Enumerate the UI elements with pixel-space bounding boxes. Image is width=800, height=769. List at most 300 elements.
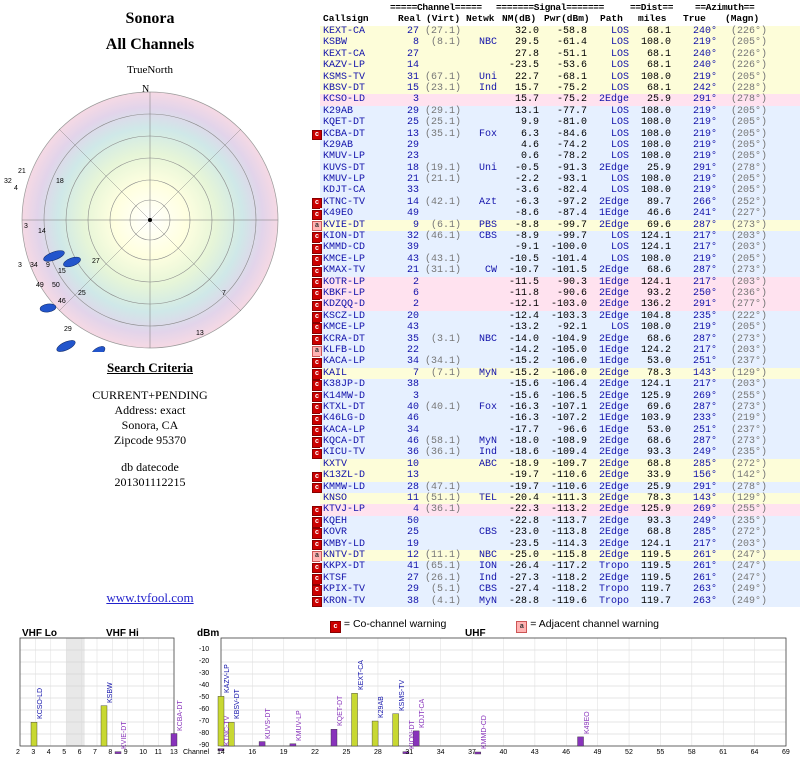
cell-power: -81.0: [556, 117, 587, 129]
cell-azimuth-magn: (226°): [730, 48, 767, 60]
cell-callsign: KUVS-DT: [323, 162, 366, 174]
cell-azimuth-true: 219°: [692, 139, 717, 151]
table-row[interactable]: [310, 573, 800, 584]
x-tick-label: 10: [139, 749, 147, 756]
cell-real-channel: 11: [406, 493, 419, 505]
cell-distance: 104.8: [640, 310, 671, 322]
spectrum-bar-label: KMUV-LP: [295, 709, 303, 741]
co-channel-icon: c: [312, 380, 322, 391]
cell-real-channel: 13: [406, 128, 419, 140]
table-row[interactable]: [310, 197, 800, 208]
col-virt: (Virt): [426, 13, 461, 24]
cell-callsign: KACA-LP: [323, 424, 366, 436]
cell-path: 2Edge: [598, 572, 629, 584]
cell-azimuth-magn: (277°): [730, 299, 767, 311]
table-row[interactable]: [310, 436, 800, 447]
cell-distance: 46.6: [646, 208, 671, 220]
co-channel-icon: c: [312, 540, 322, 551]
cell-distance: 108.0: [640, 128, 671, 140]
cell-real-channel: 15: [406, 82, 419, 94]
cell-distance: 124.1: [640, 231, 671, 243]
cell-azimuth-magn: (273°): [730, 401, 767, 413]
cell-callsign: KSBW: [323, 37, 348, 49]
criteria-line-2: Sonora, CA: [121, 418, 179, 432]
col-magn: (Magn): [725, 13, 760, 24]
cell-distance: 89.7: [646, 196, 671, 208]
cell-azimuth-true: 291°: [692, 299, 717, 311]
co-channel-icon: c: [312, 563, 322, 574]
cell-noise-margin: 13.1: [514, 105, 539, 117]
spectrum-bar[interactable]: [352, 693, 358, 746]
table-row[interactable]: [310, 83, 800, 94]
cell-real-channel: 21: [406, 265, 419, 277]
cell-path: 2Edge: [598, 515, 629, 527]
cell-azimuth-true: 251°: [692, 424, 717, 436]
polar-label: 3: [24, 223, 28, 230]
cell-callsign: KQCA-DT: [323, 436, 366, 448]
co-channel-icon: c: [312, 312, 322, 323]
x-tick-label: 16: [248, 749, 257, 756]
table-row[interactable]: [310, 185, 800, 196]
table-row[interactable]: [310, 208, 800, 219]
cell-distance: 119.7: [640, 595, 671, 607]
cell-path: 2Edge: [598, 162, 629, 174]
spectrum-bar[interactable]: [331, 729, 337, 746]
table-row[interactable]: [310, 550, 800, 561]
cell-path: 2Edge: [598, 287, 629, 299]
co-channel-icon: c: [312, 244, 322, 255]
criteria-heading: Search Criteria: [106, 360, 194, 375]
table-row[interactable]: [310, 516, 800, 527]
cell-callsign: KCRA-DT: [323, 333, 366, 345]
table-row[interactable]: [310, 277, 800, 288]
cell-distance: 124.1: [640, 276, 671, 288]
table-row[interactable]: [310, 242, 800, 253]
cell-real-channel: 34: [406, 424, 419, 436]
cell-azimuth-magn: (255°): [730, 390, 767, 402]
cell-noise-margin: 4.6: [520, 139, 539, 151]
cell-power: -100.0: [550, 242, 587, 254]
cell-callsign: KKPX-DT: [323, 561, 366, 573]
vhf-hi-label: VHF Hi: [106, 628, 139, 639]
cell-noise-margin: -16.3: [508, 401, 539, 413]
table-row[interactable]: [310, 527, 800, 538]
cell-azimuth-magn: (249°): [730, 595, 767, 607]
polar-plot: [14, 80, 286, 352]
cell-azimuth-magn: (205°): [730, 37, 767, 49]
cell-path: Tropo: [598, 595, 629, 607]
tvfool-link[interactable]: www.tvfool.com: [106, 590, 194, 605]
y-tick-label: -80: [199, 730, 210, 737]
table-row[interactable]: [310, 391, 800, 402]
cell-path: LOS: [610, 322, 629, 334]
cell-path: LOS: [610, 105, 629, 117]
cell-path: 2Edge: [598, 493, 629, 505]
cell-network: ABC: [478, 458, 497, 470]
cell-azimuth-true: 241°: [692, 208, 717, 220]
cell-power: -101.4: [550, 253, 587, 265]
cell-network: Ind: [478, 572, 497, 584]
cell-distance: 68.1: [646, 82, 671, 94]
cell-noise-margin: -6.3: [514, 196, 539, 208]
spectrum-bar-label: K29AB: [378, 696, 386, 719]
cell-noise-margin: -15.2: [508, 356, 539, 368]
cell-callsign: KMMD-CD: [323, 242, 366, 254]
spectrum-bar[interactable]: [259, 742, 265, 746]
cell-power: -110.6: [550, 470, 587, 482]
cell-power: -106.5: [550, 390, 587, 402]
spectrum-bar[interactable]: [101, 706, 107, 746]
spectrum-bar[interactable]: [290, 744, 296, 746]
cell-network: ION: [478, 561, 497, 573]
cell-network: CBS: [478, 527, 497, 539]
cell-real-channel: 12: [406, 549, 419, 561]
cell-azimuth-magn: (247°): [730, 561, 767, 573]
cell-azimuth-magn: (226°): [730, 60, 767, 72]
spectrum-bar-label: KSMS-TV: [398, 679, 406, 711]
cell-virtual-channel: (34.1): [424, 356, 461, 368]
table-row[interactable]: [310, 379, 800, 390]
table-row[interactable]: [310, 231, 800, 242]
table-row[interactable]: [310, 482, 800, 493]
cell-callsign: KSCZ-LD: [323, 310, 366, 322]
cell-network: Uni: [478, 162, 497, 174]
x-tick-label: 46: [562, 749, 571, 756]
col-path: Path: [600, 13, 623, 24]
cell-network: TEL: [478, 493, 497, 505]
cell-virtual-channel: (23.1): [424, 82, 461, 94]
cell-path: LOS: [610, 128, 629, 140]
spectrum-bar[interactable]: [115, 752, 121, 754]
spectrum-bar[interactable]: [578, 737, 584, 746]
cell-azimuth-true: 285°: [692, 458, 717, 470]
polar-label: 15: [58, 268, 66, 275]
cell-power: -113.2: [550, 504, 587, 516]
cell-azimuth-true: 291°: [692, 94, 717, 106]
cell-azimuth-true: 249°: [692, 515, 717, 527]
table-row[interactable]: [310, 140, 800, 151]
cell-azimuth-magn: (203°): [730, 344, 767, 356]
cell-callsign: KQEH: [323, 515, 348, 527]
cell-noise-margin: -0.5: [514, 162, 539, 174]
col-miles: miles: [638, 13, 667, 24]
table-row[interactable]: [310, 311, 800, 322]
cell-callsign: KTNC-TV: [323, 196, 366, 208]
cell-power: -109.4: [550, 447, 587, 459]
cell-power: -110.6: [550, 481, 587, 493]
table-row[interactable]: [310, 447, 800, 458]
cell-noise-margin: -2.2: [514, 174, 539, 186]
cell-callsign: KTXL-DT: [323, 401, 366, 413]
cell-distance: 93.2: [646, 287, 671, 299]
polar-label: 21: [18, 168, 26, 175]
x-axis-label: Channel: [183, 749, 210, 756]
cell-noise-margin: 29.5: [514, 37, 539, 49]
cell-noise-margin: -15.6: [508, 390, 539, 402]
cell-azimuth-true: 235°: [692, 310, 717, 322]
cell-path: 2Edge: [598, 94, 629, 106]
table-row[interactable]: [310, 402, 800, 413]
cell-distance: 108.0: [640, 185, 671, 197]
cell-azimuth-true: 156°: [692, 470, 717, 482]
cell-power: -74.2: [556, 139, 587, 151]
table-row[interactable]: [310, 151, 800, 162]
cell-virtual-channel: (6.1): [430, 219, 461, 231]
cell-noise-margin: -22.3: [508, 504, 539, 516]
table-row[interactable]: [310, 37, 800, 48]
cell-distance: 108.0: [640, 253, 671, 265]
spectrum-bar[interactable]: [171, 734, 177, 746]
spectrum-bar[interactable]: [393, 714, 399, 746]
cell-azimuth-magn: (205°): [730, 105, 767, 117]
cell-noise-margin: -23.5: [508, 538, 539, 550]
cell-network: Uni: [478, 71, 497, 83]
spectrum-bar[interactable]: [31, 722, 37, 746]
cell-virtual-channel: (7.1): [430, 367, 461, 379]
table-group-headers: [310, 2, 800, 13]
cell-noise-margin: -15.6: [508, 379, 539, 391]
cell-azimuth-magn: (203°): [730, 231, 767, 243]
adjacent-channel-icon: a: [312, 346, 322, 357]
table-row[interactable]: [310, 561, 800, 572]
cell-distance: 68.6: [646, 265, 671, 277]
cell-azimuth-true: 217°: [692, 231, 717, 243]
cell-azimuth-true: 287°: [692, 265, 717, 277]
x-tick-label: 40: [499, 749, 508, 756]
table-row[interactable]: [310, 288, 800, 299]
cell-azimuth-true: 285°: [692, 527, 717, 539]
cell-real-channel: 29: [406, 105, 419, 117]
cell-distance: 78.3: [646, 493, 671, 505]
cell-noise-margin: -9.1: [514, 242, 539, 254]
cell-azimuth-true: 233°: [692, 413, 717, 425]
table-row[interactable]: [310, 117, 800, 128]
table-row[interactable]: [310, 254, 800, 265]
cell-azimuth-true: 217°: [692, 242, 717, 254]
cell-distance: 124.1: [640, 242, 671, 254]
cell-power: -75.2: [556, 94, 587, 106]
cell-power: -105.0: [550, 344, 587, 356]
cell-path: 2Edge: [598, 527, 629, 539]
table-row[interactable]: [310, 493, 800, 504]
table-row[interactable]: [310, 129, 800, 140]
table-row[interactable]: [310, 26, 800, 37]
table-row[interactable]: [310, 106, 800, 117]
table-row[interactable]: [310, 413, 800, 424]
cell-distance: 68.6: [646, 333, 671, 345]
cell-network: PBS: [478, 219, 497, 231]
cell-distance: 108.0: [640, 139, 671, 151]
cell-network: Ind: [478, 82, 497, 94]
co-channel-icon: c: [312, 232, 322, 243]
table-row[interactable]: [310, 345, 800, 356]
cell-real-channel: 38: [406, 595, 419, 607]
cell-azimuth-true: 217°: [692, 538, 717, 550]
cell-azimuth-magn: (273°): [730, 219, 767, 231]
x-tick-label: 5: [62, 749, 67, 756]
cell-noise-margin: -12.1: [508, 299, 539, 311]
cell-path: 2Edge: [598, 538, 629, 550]
cell-azimuth-true: 287°: [692, 219, 717, 231]
cell-path: 2Edge: [598, 379, 629, 391]
cell-power: -109.7: [550, 458, 587, 470]
cell-path: 1Edge: [598, 356, 629, 368]
table-row[interactable]: [310, 220, 800, 231]
cell-callsign: KDZQQ-D: [323, 299, 366, 311]
col-nm: NM(dB): [502, 13, 537, 24]
signal-table: [310, 0, 800, 612]
cell-azimuth-magn: (142°): [730, 470, 767, 482]
table-row[interactable]: [310, 504, 800, 515]
table-row[interactable]: [310, 356, 800, 367]
cell-path: 2Edge: [598, 401, 629, 413]
cell-real-channel: 27: [406, 48, 419, 60]
cell-azimuth-magn: (235°): [730, 515, 767, 527]
cell-noise-margin: -13.2: [508, 322, 539, 334]
cell-power: -114.3: [550, 538, 587, 550]
y-tick-label: -40: [199, 682, 210, 689]
polar-label: 9: [46, 262, 50, 269]
table-row[interactable]: [310, 322, 800, 333]
co-channel-icon: c: [312, 585, 322, 596]
cell-network: Fox: [478, 401, 497, 413]
cell-azimuth-magn: (273°): [730, 333, 767, 345]
table-row[interactable]: [310, 299, 800, 310]
cell-virtual-channel: (65.1): [424, 561, 461, 573]
polar-label: 46: [58, 298, 66, 305]
cell-distance: 33.9: [646, 470, 671, 482]
cell-azimuth-true: 240°: [692, 60, 717, 72]
cell-real-channel: 36: [406, 447, 419, 459]
cell-azimuth-true: 217°: [692, 276, 717, 288]
cell-azimuth-true: 266°: [692, 196, 717, 208]
x-tick-label: 4: [46, 749, 51, 756]
cell-path: 1Edge: [598, 276, 629, 288]
cell-azimuth-true: 143°: [692, 367, 717, 379]
cell-azimuth-magn: (205°): [730, 322, 767, 334]
adjacent-channel-icon: a: [312, 551, 322, 562]
cell-distance: 68.1: [646, 48, 671, 60]
cell-azimuth-magn: (129°): [730, 367, 767, 379]
spectrum-bar-label: KEXT-CA: [357, 660, 365, 691]
cell-callsign: KNSO: [323, 493, 348, 505]
polar-label: 13: [196, 330, 204, 337]
cell-real-channel: 32: [406, 231, 419, 243]
cell-azimuth-true: 217°: [692, 379, 717, 391]
x-tick-label: 43: [530, 749, 539, 756]
cell-real-channel: 6: [412, 287, 419, 299]
cell-path: LOS: [610, 71, 629, 83]
co-channel-icon: c: [312, 403, 322, 414]
cell-path: 1Edge: [598, 424, 629, 436]
table-row[interactable]: [310, 470, 800, 481]
table-row[interactable]: [310, 425, 800, 436]
cell-network: NBC: [478, 333, 497, 345]
table-row[interactable]: [310, 334, 800, 345]
y-tick-label: -70: [199, 718, 210, 725]
cell-callsign: KXTV: [323, 458, 348, 470]
cell-path: LOS: [610, 139, 629, 151]
cell-callsign: KQET-DT: [323, 117, 366, 129]
table-row[interactable]: [310, 265, 800, 276]
cell-azimuth-magn: (205°): [730, 117, 767, 129]
table-row[interactable]: [310, 94, 800, 105]
table-row[interactable]: [310, 72, 800, 83]
page-subtitle: All Channels: [105, 36, 195, 53]
cell-virtual-channel: (40.1): [424, 401, 461, 413]
spectrum-bar[interactable]: [372, 721, 378, 746]
cell-noise-margin: 15.7: [514, 82, 539, 94]
table-row[interactable]: [310, 49, 800, 60]
cell-callsign: KLFB-LD: [323, 344, 366, 356]
cell-power: -87.4: [556, 208, 587, 220]
cell-path: 2Edge: [598, 299, 629, 311]
cell-azimuth-true: 263°: [692, 584, 717, 596]
cell-power: -101.5: [550, 265, 587, 277]
cell-path: 2Edge: [598, 367, 629, 379]
cell-power: -117.2: [550, 561, 587, 573]
cell-noise-margin: -20.4: [508, 493, 539, 505]
table-row[interactable]: [310, 60, 800, 71]
cell-callsign: KMMW-LD: [323, 481, 366, 493]
cell-real-channel: 4: [412, 504, 419, 516]
cell-real-channel: 2: [412, 276, 419, 288]
cell-noise-margin: -25.0: [508, 549, 539, 561]
cell-azimuth-magn: (205°): [730, 174, 767, 186]
criteria-line-1: Address: exact: [114, 403, 186, 417]
x-tick-label: 31: [405, 749, 414, 756]
x-tick-label: 14: [217, 749, 225, 756]
spectrum-bar-label: KCBA-DT: [177, 699, 184, 731]
cell-power: -58.8: [556, 26, 587, 37]
co-channel-icon: c: [312, 483, 322, 494]
cell-azimuth-magn: (235°): [730, 447, 767, 459]
table-row[interactable]: [310, 174, 800, 185]
table-row[interactable]: [310, 459, 800, 470]
cell-distance: 125.9: [640, 390, 671, 402]
table-row[interactable]: [310, 539, 800, 550]
cell-path: 2Edge: [598, 390, 629, 402]
co-channel-icon: c: [312, 289, 322, 300]
cell-path: LOS: [610, 117, 629, 129]
cell-virtual-channel: (58.1): [424, 436, 461, 448]
cell-network: MyN: [478, 436, 497, 448]
co-channel-icon: c: [312, 574, 322, 585]
x-tick-label: 2: [16, 749, 20, 756]
cell-azimuth-magn: (273°): [730, 265, 767, 277]
cell-virtual-channel: (4.1): [430, 595, 461, 607]
cell-noise-margin: -8.8: [514, 219, 539, 231]
table-row[interactable]: [310, 584, 800, 595]
cell-real-channel: 2: [412, 299, 419, 311]
polar-label: 34: [30, 262, 38, 269]
cell-power: -104.9: [550, 333, 587, 345]
cell-real-channel: 31: [406, 71, 419, 83]
table-row[interactable]: [310, 163, 800, 174]
cell-network: NBC: [478, 549, 497, 561]
table-row[interactable]: [310, 596, 800, 607]
cell-virtual-channel: (26.1): [424, 572, 461, 584]
cell-network: MyN: [478, 367, 497, 379]
co-channel-icon: c: [330, 621, 341, 633]
cell-noise-margin: -14.0: [508, 333, 539, 345]
cell-azimuth-true: 251°: [692, 356, 717, 368]
x-tick-label: 69: [782, 749, 790, 756]
cell-virtual-channel: (8.1): [430, 37, 461, 49]
table-row[interactable]: [310, 368, 800, 379]
x-tick-label: 11: [154, 749, 162, 756]
cell-callsign: KOTR-LP: [323, 276, 366, 288]
